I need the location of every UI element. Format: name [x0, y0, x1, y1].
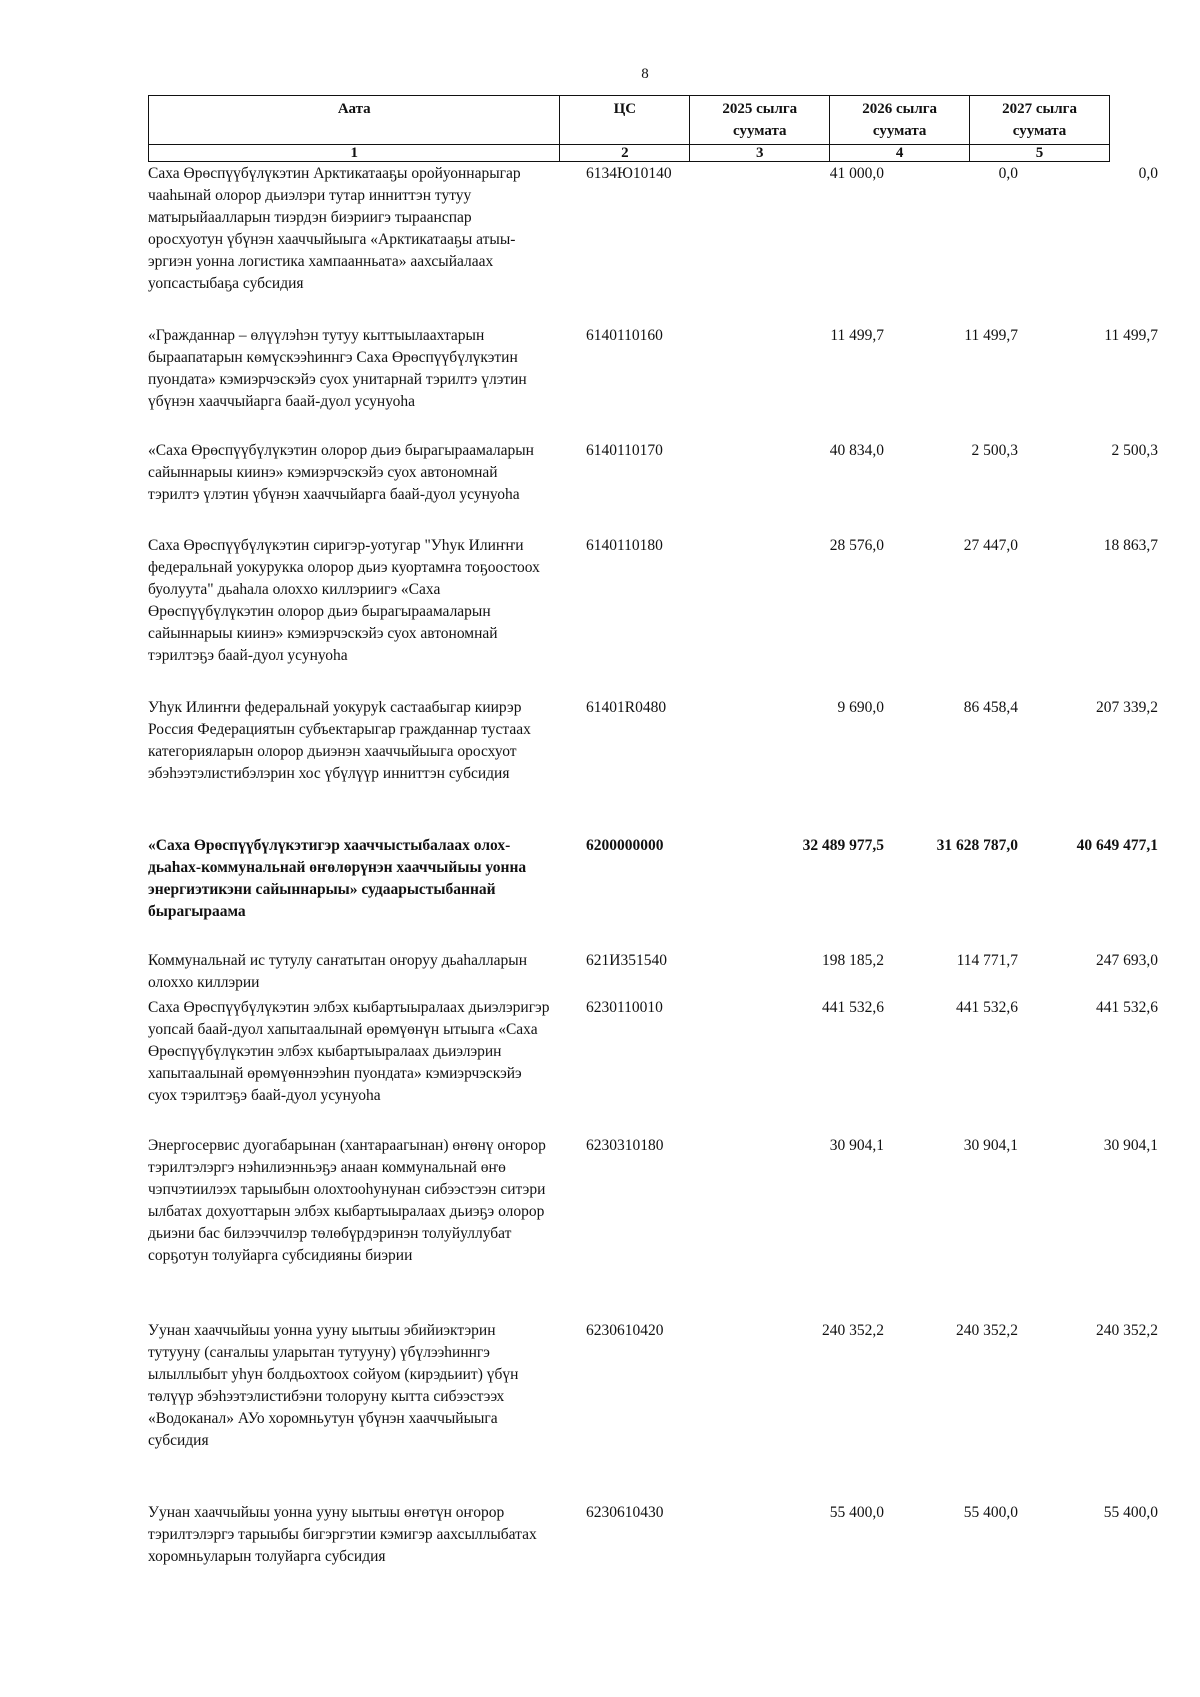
column-number: 3 — [690, 145, 830, 162]
row-code: 6230310180 — [586, 1137, 664, 1154]
row-value-2027: 441 532,6 — [1096, 999, 1158, 1016]
row-value-2027: 11 499,7 — [1104, 327, 1158, 344]
column-header-2027: 2027 сылга суумата — [970, 96, 1110, 145]
table-header — [148, 95, 1110, 162]
row-name: «Саха Өрөспүүбүлүкэтигэр хааччыстыбалаах олох-дьаһах-коммунальнай өҥөлөрүнэн хааччыйыы уонна энергиэтикэни сайыннарыы» судаарыстыбаннай бырагыраама — [148, 837, 527, 920]
row-code: 6230610420 — [586, 1322, 664, 1339]
row-value-2026: 240 352,2 — [956, 1322, 1018, 1339]
column-number-row — [149, 145, 1110, 162]
row-code: 6230110010 — [586, 999, 663, 1016]
row-name: Уунан хааччыйыы уонна ууну ыытыы өҥөтүн оҥорор тэрилтэлэргэ тарыыбы бигэргэтии кэмигэр аахсыллыбатах хоромньуларын толуйарга субсидия — [148, 1504, 537, 1565]
row-name: «Гражданнар – өлүүлэһэн тутуу кыттыылаахтарын быраапатарын көмүскээһиннгэ Саха Өрөспүүбүлүкэтин пуондата» кэмиэрчэскэйэ суох унитарнай тэрилтэ үлэтин үбүнэн хааччыйарга баай-дуол усунуоһа — [148, 327, 527, 410]
row-value-2025: 9 690,0 — [837, 699, 884, 716]
page-number: 8 — [641, 66, 649, 82]
column-header-code: ЦС — [560, 96, 690, 145]
column-header-name: Аата — [149, 96, 560, 145]
column-number: 4 — [830, 145, 970, 162]
row-name: Саха Өрөспүүбүлүкэтин элбэх кыбартыыралаах дьиэлэригэр уопсай баай-дуол хапытаалынай өрөмүөнүн ытыыга «Саха Өрөспүүбүлүкэтин элбэх кыбартыыралаах дьиэлэрин хапытаалынай өрөмүөннээһин пуондата» кэмиэрчэскэйэ суох тэрилтэҕэ баай-дуол усунуоһа — [148, 999, 550, 1104]
row-code: 6230610430 — [586, 1504, 664, 1521]
row-value-2025: 32 489 977,5 — [802, 837, 884, 854]
row-value-2025: 441 532,6 — [822, 999, 884, 1016]
row-value-2027: 2 500,3 — [1111, 442, 1158, 459]
row-value-2026: 86 458,4 — [963, 699, 1018, 716]
row-code: 621И351540 — [586, 952, 667, 969]
row-value-2026: 11 499,7 — [964, 327, 1018, 344]
row-value-2025: 41 000,0 — [829, 165, 884, 182]
row-name: Энергосервис дуогабарынан (хантараагынан) өҥөнү оҥорор тэрилтэлэргэ нэһилиэнньэҕэ анаан коммунальнай өҥө чэпчэтиилээх тарыыбын олохтооһунунан сибээстээн ситэри ылбатах дохуоттарын элбэх кыбартыыралаах дьиэҕэ олорор дьиэни бас билээччилэр төлөбүрдэринэн толуйуллубат сорҕотун толуйарга субсидияны биэрии — [148, 1137, 546, 1264]
row-value-2026: 30 904,1 — [963, 1137, 1018, 1154]
row-value-2026: 31 628 787,0 — [936, 837, 1018, 854]
header-row — [149, 96, 1110, 145]
row-value-2025: 30 904,1 — [829, 1137, 884, 1154]
row-value-2027: 30 904,1 — [1103, 1137, 1158, 1154]
column-number: 2 — [560, 145, 690, 162]
row-code: 6134Ю10140 — [586, 165, 672, 182]
row-value-2027: 0,0 — [1138, 165, 1158, 182]
row-value-2026: 2 500,3 — [971, 442, 1018, 459]
row-value-2027: 55 400,0 — [1103, 1504, 1158, 1521]
row-name: Уунан хааччыйыы уонна ууну ыытыы эбийиэктэрин тутууну (саҥалыы уларытан тутууну) үбүлээһиннгэ ылыллыбыт уһун болдьохтоох сойуом (кирэдьиит) үбүн төлүүр эбэһээтэлистибэни толоруну кытта сибээстээх «Водоканал» АУо хоромньутун үбүнэн хааччыйыыга субсидия — [148, 1322, 519, 1449]
row-value-2025: 198 185,2 — [822, 952, 884, 969]
column-number: 1 — [149, 145, 560, 162]
column-number: 5 — [970, 145, 1110, 162]
column-header-2026: 2026 сылга суумата — [830, 96, 970, 145]
row-value-2025: 11 499,7 — [830, 327, 884, 344]
row-value-2027: 207 339,2 — [1096, 699, 1158, 716]
row-value-2026: 114 771,7 — [956, 952, 1018, 969]
row-value-2027: 247 693,0 — [1096, 952, 1158, 969]
row-name: Саха Өрөспүүбүлүкэтин Арктикатааҕы оройуоннарыгар чааһынай олорор дьиэлэри тутар инниттэн тутуу матырыйаалларын тиэрдэн биэриигэ тыраанспар оросхуотун үбүнэн хааччыйыыга «Арктикатааҕы атыы-эргиэн уонна логистика хампаанньата» аахсыйалаах уопсастыбаҕа субсидия — [148, 165, 521, 292]
row-name: Уһук Илиҥҥи федеральнай уокуруk састаабыгар киирэр Россия Федерациятын субъектарыгар гражданнар тустаах категорияларын олорор дьиэнэн хааччыйыыга оросхуот эбэһээтэлистибэлэрин хос үбүлүүр инниттэн субсидия — [148, 699, 531, 782]
row-code: 6140110180 — [586, 537, 663, 554]
row-code: 61401R0480 — [586, 699, 667, 716]
row-value-2027: 40 649 477,1 — [1076, 837, 1158, 854]
row-value-2026: 55 400,0 — [963, 1504, 1018, 1521]
column-header-2025: 2025 сылга суумата — [690, 96, 830, 145]
row-code: 6140110160 — [586, 327, 663, 344]
row-value-2027: 240 352,2 — [1096, 1322, 1158, 1339]
row-value-2027: 18 863,7 — [1103, 537, 1158, 554]
row-name: «Саха Өрөспүүбүлүкэтин олорор дьиэ бырагыраамаларын сайыннарыы киинэ» кэмиэрчэскэйэ суох автономнай тэрилтэ үлэтин үбүнэн хааччыйарга баай-дуол усунуоһа — [148, 442, 534, 503]
row-value-2025: 40 834,0 — [829, 442, 884, 459]
row-value-2025: 240 352,2 — [822, 1322, 884, 1339]
row-name: Коммунальнай ис тутулу саҥатытан оҥоруу дьаһалларын олоххо киллэрии — [148, 952, 527, 991]
row-value-2026: 27 447,0 — [963, 537, 1018, 554]
row-name: Саха Өрөспүүбүлүкэтин сиригэр-уотугар "Уһук Илиҥҥи федеральнай уокурукка олорор дьиэ куортамҥа тоҕоостоох буолуута" дьаһала олоххо киллэриигэ «Саха Өрөспүүбүлүкэтин олорор дьиэ бырагыраамаларын сайыннарыы киинэ» кэмиэрчэскэйэ суох автономнай тэрилтэҕэ баай-дуол усунуоһа — [148, 537, 540, 664]
row-value-2026: 0,0 — [998, 165, 1018, 182]
row-code: 6200000000 — [586, 837, 664, 854]
row-value-2025: 55 400,0 — [829, 1504, 884, 1521]
row-code: 6140110170 — [586, 442, 663, 459]
row-value-2026: 441 532,6 — [956, 999, 1018, 1016]
row-value-2025: 28 576,0 — [829, 537, 884, 554]
